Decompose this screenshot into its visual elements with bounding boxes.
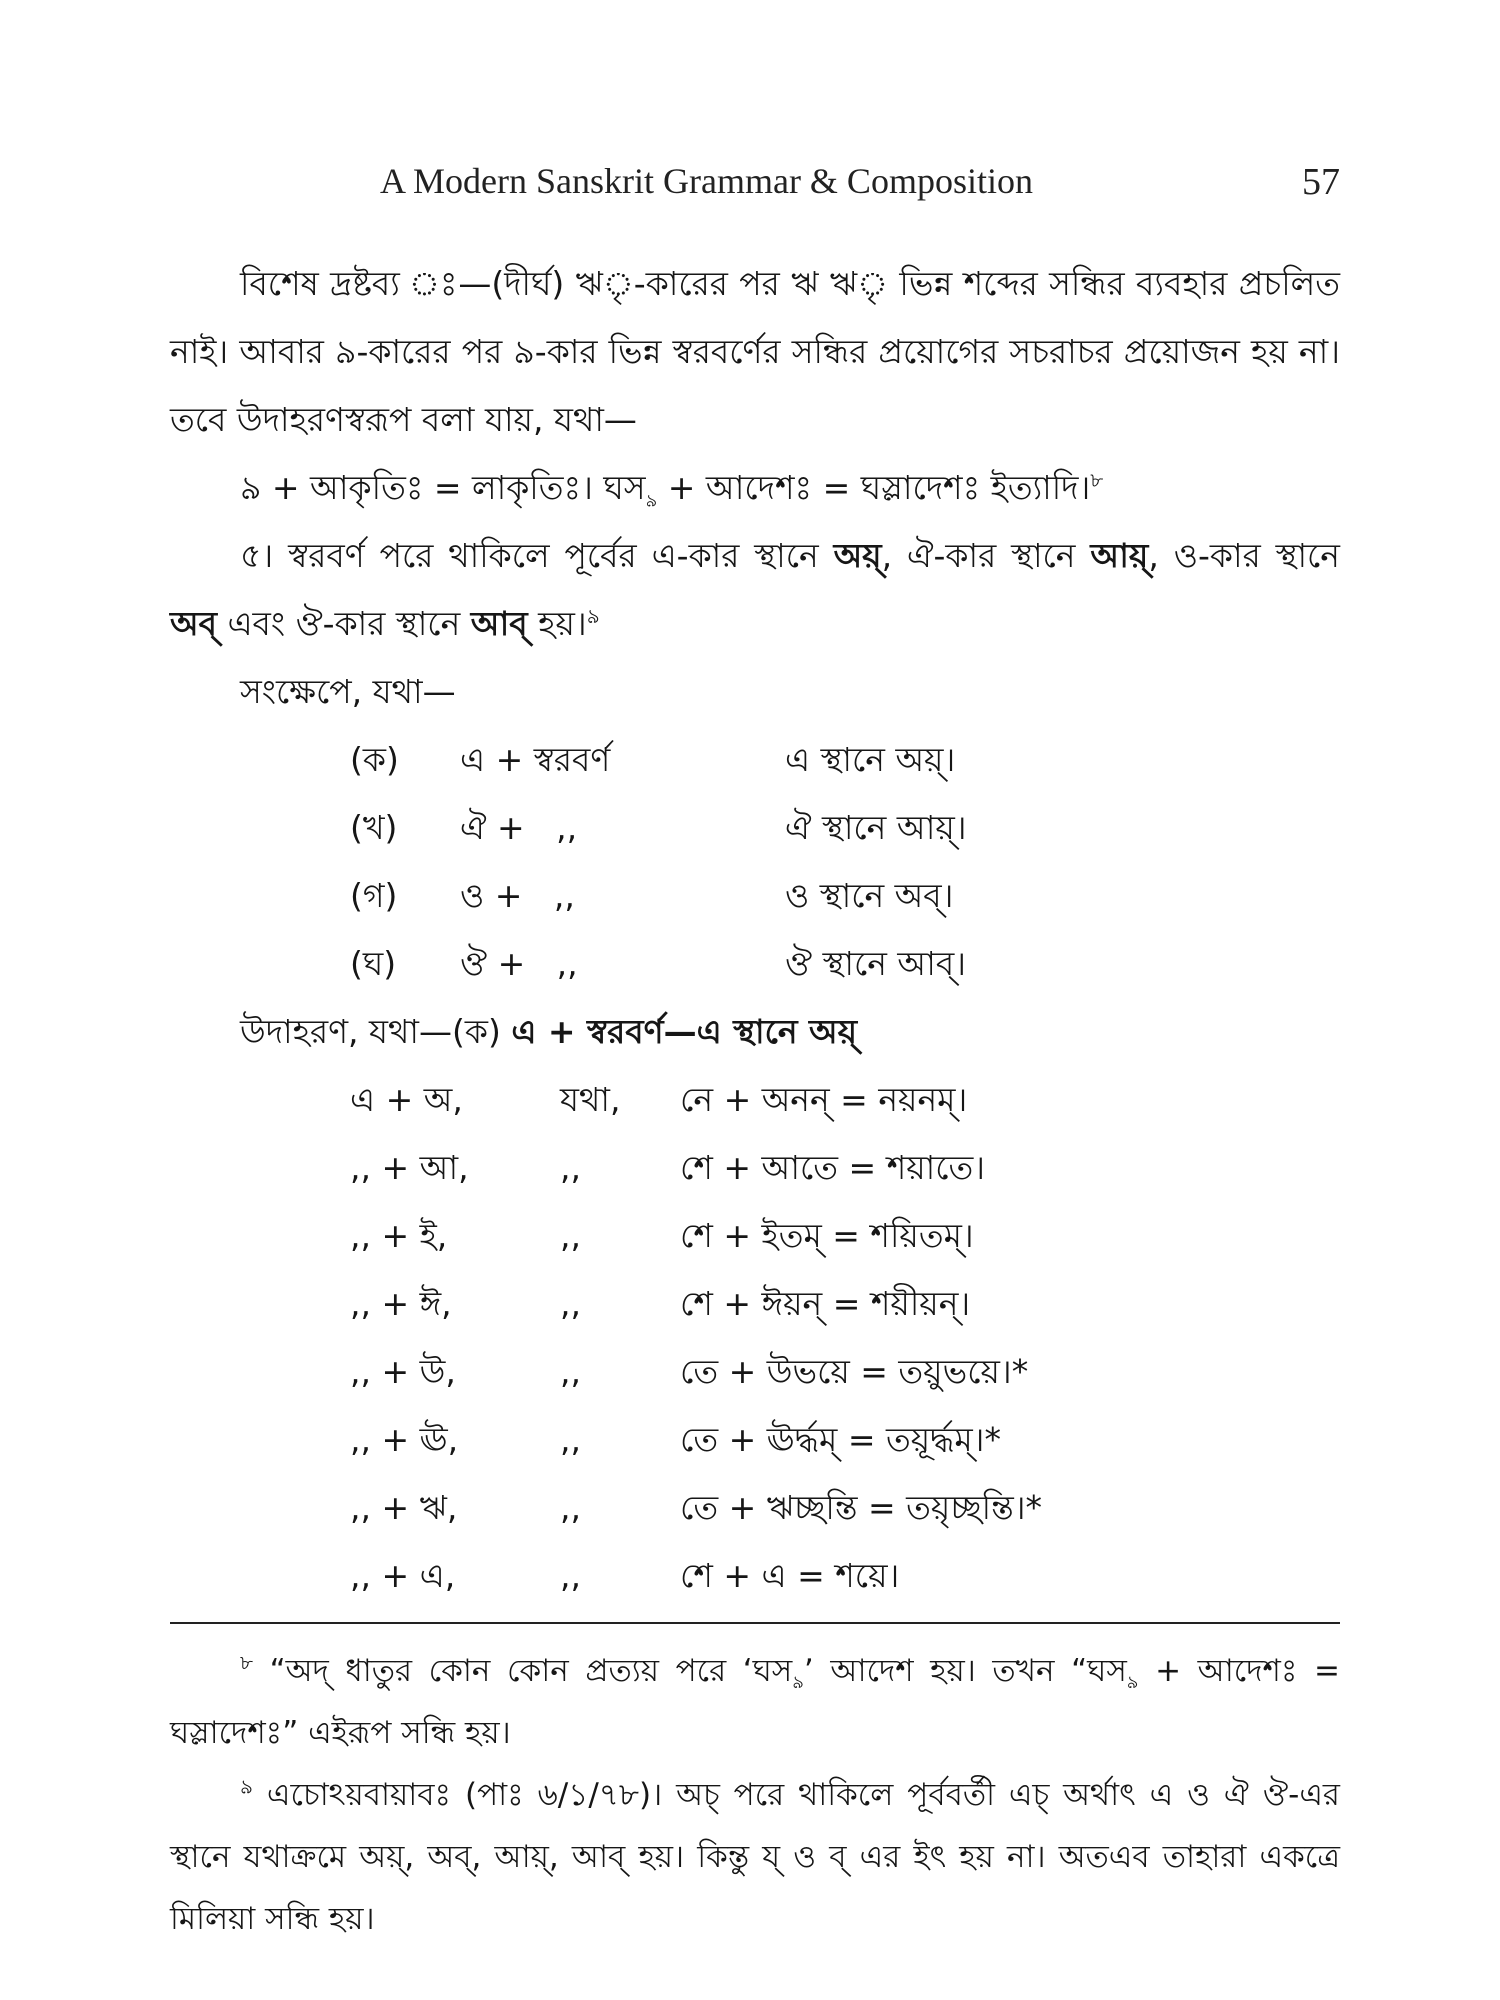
running-title: A Modern Sanskrit Grammar & Composition: [380, 161, 1033, 201]
example-row: [350, 1066, 1042, 1134]
example-marker: যথা,: [560, 1080, 621, 1119]
example-row: [350, 1474, 1042, 1542]
rule-text: এবং ঔ-কার স্থানে: [216, 604, 471, 643]
bold-term: অব্: [170, 604, 217, 643]
rule-right: এ স্থানে অয়্।: [785, 740, 956, 779]
example-equation: তে + উভয়ে = তয়ুভয়ে।*: [680, 1352, 1029, 1391]
page-body: [170, 250, 1340, 1610]
rule-left: ঐ + ,,: [460, 808, 578, 847]
summary-label: সংক্ষেপে, যথা—: [240, 672, 456, 711]
rule-label: (খ): [350, 808, 398, 847]
examples-line-text: + আদেশঃ = ঘস্লাদেশঃ ইত্যাদি।: [657, 468, 1091, 507]
footnote-8: [170, 1640, 1340, 1764]
example-vowel: ,, + ই,: [350, 1216, 448, 1255]
rule-left: এ + স্বরবর্ণ: [460, 740, 611, 779]
example-heading-bold: এ + স্বরবর্ণ—এ স্থানে অয়্: [511, 1012, 858, 1051]
example-marker: ,,: [560, 1420, 581, 1459]
rule-right: ঐ স্থানে আয়্।: [785, 808, 967, 847]
example-vowel: এ + অ,: [350, 1080, 463, 1119]
example-equation: তে + ঋচ্ছন্তি = তয়ৃচ্ছন্তি।*: [680, 1488, 1043, 1527]
example-vowel: ,, + ঋ,: [350, 1488, 458, 1527]
rule-row: [350, 862, 967, 930]
footnote-mark: ৮: [240, 1650, 253, 1675]
example-row: [350, 1134, 1042, 1202]
examples-line: [170, 454, 1340, 522]
rule-row: [350, 726, 967, 794]
subscript: ৯: [1126, 1672, 1139, 1694]
page-number: 57: [1302, 161, 1340, 203]
footnotes: [170, 1640, 1340, 1950]
example-equation: শে + ইতম্ = শয়িতম্।: [680, 1216, 974, 1255]
example-equation: তে + ঊর্দ্ধম্ = তয়ূর্দ্ধম্।*: [680, 1420, 1001, 1459]
rule-left: ও + ,,: [460, 876, 575, 915]
example-vowel: ,, + ঈ,: [350, 1284, 452, 1323]
examples-line-text: ৯ + আকৃতিঃ = লাকৃতিঃ। ঘস: [240, 468, 646, 507]
page-header: [170, 160, 1340, 220]
rule-right: ঔ স্থানে আব্।: [785, 944, 967, 983]
example-row: [350, 1542, 1042, 1610]
example-marker: ,,: [560, 1284, 581, 1323]
example-marker: ,,: [560, 1352, 581, 1391]
example-row: [350, 1338, 1042, 1406]
footnote-text: এচোঽয়বায়াবঃ (পাঃ ৬/১/৭৮)। অচ্ পরে থাকিলে পূর্ববর্তী এচ্ অর্থাৎ এ ও ঐ ঔ-এর স্থানে যথাক্রমে অয়্, অব্, আয়্, আব্ হয়। কিন্তু য্ ও ব্ এর ইৎ হয় না। অতএব তাহারা একত্রে মিলিয়া সন্ধি হয়।: [170, 1777, 1340, 1937]
rule-left: ঔ + ,,: [460, 944, 578, 983]
example-row: [350, 1406, 1042, 1474]
special-note-paragraph: বিশেষ দ্রষ্টব্য ঃ—(দীর্ঘ) ঋৃ-কারের পর ঋ ঋৃ ভিন্ন শব্দের সন্ধির ব্যবহার প্রচলিত নাই। আবার ৯-কারের পর ৯-কার ভিন্ন স্বরবর্ণের সন্ধির প্রয়োগের সচরাচর প্রয়োজন হয় না। তবে উদাহরণস্বরূপ বলা যায়, যথা—: [170, 264, 1340, 439]
example-equation: শে + আতে = শয়াতে।: [680, 1148, 986, 1187]
example-equation: নে + অনন্ = নয়নম্।: [680, 1080, 968, 1119]
footnote-text: + আদেশঃ = ঘস্লাদেশঃ” এইরূপ সন্ধি হয়।: [170, 1653, 1340, 1751]
subscript: ৯: [645, 490, 658, 512]
example-marker: ,,: [560, 1488, 581, 1527]
example-vowel: ,, + এ,: [350, 1556, 456, 1595]
footnote-text: “অদ্ ধাতুর কোন কোন প্রত্যয় পরে ‘ঘস: [252, 1653, 793, 1689]
footnote-text: ’ আদেশ হয়। তখন “ঘস: [803, 1653, 1127, 1689]
example-vowel: ,, + আ,: [350, 1148, 469, 1187]
example-equation: শে + ঈয়ন্ = শয়ীয়ন্।: [680, 1284, 971, 1323]
bold-term: আব্: [470, 604, 528, 643]
example-vowel: ,, + উ,: [350, 1352, 456, 1391]
footnote-9: [170, 1764, 1340, 1950]
example-heading: [240, 998, 1340, 1066]
rule-label: (ক): [350, 740, 399, 779]
footnote-ref: ৯: [586, 604, 600, 628]
example-marker: ,,: [560, 1148, 581, 1187]
rule-text: হয়।: [527, 604, 587, 643]
example-vowel: ,, + ঊ,: [350, 1420, 459, 1459]
example-marker: ,,: [560, 1216, 581, 1255]
rule-label: (গ): [350, 876, 398, 915]
subscript: ৯: [792, 1672, 804, 1694]
example-row: [350, 1202, 1042, 1270]
example-marker: ,,: [560, 1556, 581, 1595]
rule-5-paragraph: [170, 522, 1340, 658]
bold-term: অয়্: [833, 536, 882, 575]
example-equation: শে + এ = শয়ে।: [680, 1556, 900, 1595]
rule-row: [350, 930, 967, 998]
rule-right: ও স্থানে অব্।: [785, 876, 954, 915]
rule-text: , ঐ-কার স্থানে: [881, 536, 1091, 575]
example-row: [350, 1270, 1042, 1338]
rule-text: , ও-কার স্থানে: [1148, 536, 1340, 575]
example-heading-prefix: উদাহরণ, যথা—(ক): [240, 1012, 512, 1051]
footnote-mark: ৯: [240, 1774, 253, 1799]
rule-text: ৫। স্বরবর্ণ পরে থাকিলে পূর্বের এ-কার স্থানে: [240, 536, 834, 575]
bold-term: আয়্: [1090, 536, 1149, 575]
footnote-ref: ৮: [1090, 468, 1104, 492]
examples-table: [350, 1066, 1042, 1610]
rule-label: (ঘ): [350, 944, 397, 983]
rule-row: [350, 794, 967, 862]
rule-summary-table: [350, 726, 967, 998]
footnote-divider: [170, 1622, 1340, 1624]
